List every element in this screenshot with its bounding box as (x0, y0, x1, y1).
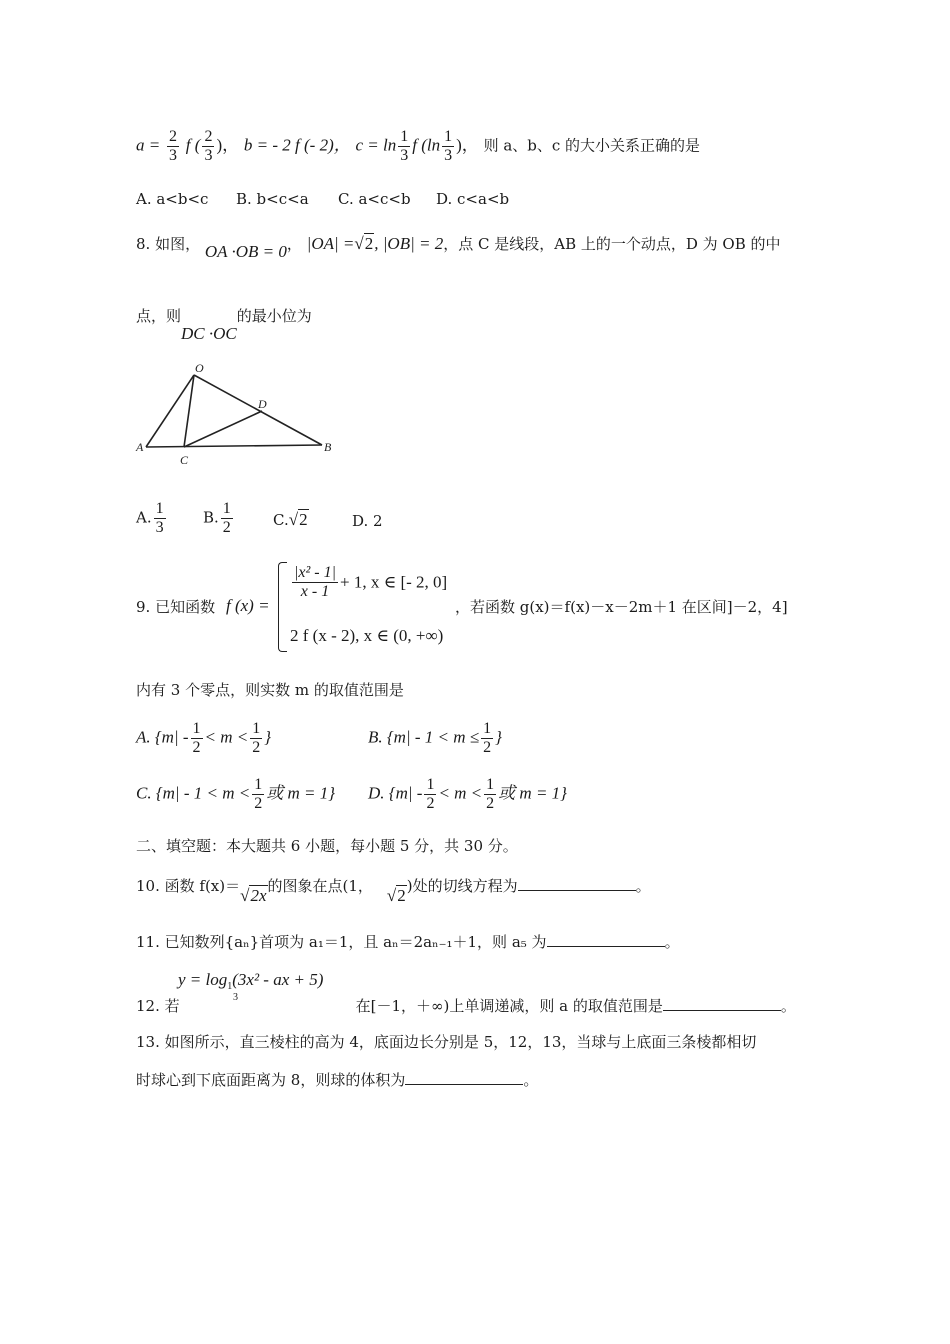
q7-option-a: A. a<b<c (136, 190, 209, 208)
edge-cd (184, 411, 262, 447)
q12-answer-blank[interactable] (663, 996, 781, 1011)
q13-answer-blank[interactable] (405, 1070, 523, 1085)
q7-option-d: D. c<a<b (436, 190, 510, 208)
label-c: C (180, 453, 189, 467)
q8-dc-oc: DC ·OC (181, 324, 237, 343)
q9-fx: f (x) = (226, 596, 270, 615)
q7-a-fraction: $\frac{2}{3}$ (169, 128, 178, 164)
label-d: D (258, 397, 267, 411)
edge-ab (146, 445, 322, 447)
q8-sqrt: √2 (354, 234, 374, 253)
q13-line-1: 13. 如图所示，直三棱柱的高为 4，底面边长分别是 5，12，13，当球与上底面三条棱都相切 (136, 1033, 757, 1051)
q8-line-2: 点，则DC ·OC的最小位为 (136, 307, 312, 343)
q11-answer-blank[interactable] (547, 932, 665, 947)
q9-case-1: $\frac{\text{|x² - 1|}}{x - 1}$ + 1, x ∈ [- 2, 0] (294, 564, 448, 600)
q8-option-d: D. 2 (352, 512, 383, 530)
q7-question-tail: 则 a、b、c 的大小关系正确的是 (483, 136, 701, 155)
q9-brace (278, 562, 287, 652)
q7-option-c: C. a<c<b (338, 190, 411, 208)
q8-abs-oa: |OA| = (306, 234, 355, 253)
edge-oc (184, 375, 194, 447)
q7-option-b: B. b<c<a (236, 190, 309, 208)
q12-log-base-denominator: 3 (233, 992, 238, 1003)
q9-tail: ，若函数 g(x)＝f(x)－x－2m＋1 在区间]－2，4] (455, 598, 788, 616)
q7-a-label: a = (136, 135, 161, 155)
q8-triangle-figure (134, 360, 344, 470)
q10-line: 10. 函数 f(x)＝√2x的图象在点(1， √2)处的切线方程为 。 (136, 877, 651, 905)
q7-expression-line: a = $\frac{2}{3}$ f ( $\frac{2}{3}$ )， b = - 2 f (- 2)， c = ln $\frac{1}{3}$ f (ln $\frac{1}{3}$ )， 则 a、b、c 的大小关系正确的是 (136, 128, 701, 164)
edge-oa (146, 375, 194, 447)
q9-prefix: 9. 已知函数 (136, 598, 216, 616)
q12-function: $y = \log_1(3x^2$ - ax + 5) (178, 970, 324, 993)
q8-option-c: C.√2 (273, 510, 308, 529)
q8-dot-product: OA ·OB = 0 (204, 242, 287, 261)
q9-case-2: 2 f (x - 2), x ∈ (0, +∞) (290, 626, 444, 645)
label-a: A (136, 440, 144, 454)
q7-a-f: f ( (185, 135, 201, 155)
q9-option-c: C. {m| - 1 < m < $\frac{1}{2}$ 或 m = 1} (136, 776, 336, 812)
q8-abs-ob: , |OB| = 2 (374, 234, 444, 253)
q8-line-1: 8. 如图， OA ·OB = 0， |OA| =√2, |OB| = 2，点 C 是线段，AB 上的一个动点，D 为 OB 的中 (136, 234, 781, 261)
q7-c-inner-fraction: $\frac{1}{3}$ (444, 128, 453, 164)
q10-answer-blank[interactable] (518, 876, 636, 891)
q12-line: 12. 若 在[－1，＋∞)上单调递减，则 a 的取值范围是 。 (136, 997, 796, 1015)
q13-line-2: 时球心到下底面距离为 8，则球的体积为 。 (136, 1071, 539, 1089)
q9-option-d: D. {m| - $\frac{1}{2}$ < m < $\frac{1}{2}$ 或 m = 1} (368, 776, 567, 812)
label-o: O (195, 361, 204, 375)
label-b: B (324, 440, 332, 454)
q8-option-b: B. $\frac{1}{2}$ (203, 500, 231, 536)
q7-a-inner-fraction: $\frac{2}{3}$ (204, 128, 213, 164)
section-2-heading: 二、填空题：本大题共 6 小题，每小题 5 分，共 30 分。 (136, 837, 518, 855)
q7-c-label: c = ln (355, 135, 397, 155)
q9-option-b: B. {m| - 1 < m ≤ $\frac{1}{2}$ } (368, 720, 502, 756)
q7-c-fraction: $\frac{1}{3}$ (400, 128, 409, 164)
q11-line: 11. 已知数列{aₙ}首项为 a₁＝1，且 aₙ＝2aₙ₋₁＋1，则 a₅ 为 。 (136, 933, 680, 951)
q7-b-expression: b = - 2 f (- 2)， (243, 135, 351, 155)
q9-line-2: 内有 3 个零点，则实数 m 的取值范围是 (136, 681, 404, 699)
q8-option-a: A. $\frac{1}{3}$ (136, 500, 164, 536)
q9-option-a: A. {m| - $\frac{1}{2}$ < m < $\frac{1}{2}$ } (136, 720, 272, 756)
